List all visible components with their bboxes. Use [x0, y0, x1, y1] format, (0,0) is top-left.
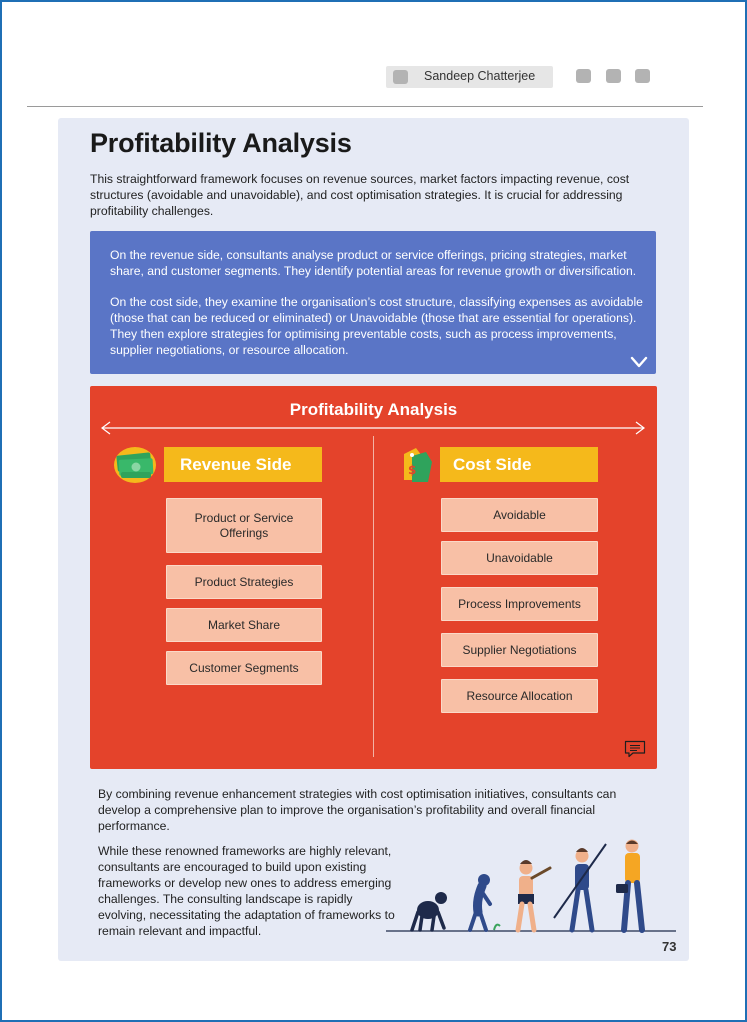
- diagram-title: Profitability Analysis: [289, 400, 458, 419]
- chevron-down-icon[interactable]: [630, 356, 648, 368]
- info-box: [90, 231, 656, 374]
- info-paragraph-2: On the cost side, they examine the organisation’s cost structure, classifying expenses as avoidable (those that can be reduced or eliminated) or Unavoidable (those that are essential for operations). They then explore strategies for optimising preventable costs, such as process improvements, supplier negotiations, or resource allocation.: [110, 295, 643, 357]
- evolution-figure-hunter: [554, 844, 606, 930]
- author-name: Sandeep Chatterjee: [424, 69, 536, 83]
- revenue-item: Product or Service Offerings: [166, 498, 322, 553]
- author-avatar-icon: [393, 70, 408, 84]
- revenue-side-heading: Revenue Side: [164, 447, 322, 482]
- page-number: 73: [662, 939, 677, 954]
- revenue-item: Product Strategies: [166, 565, 322, 599]
- svg-text:$: $: [408, 463, 417, 477]
- evolution-figure-hominid: [470, 874, 490, 930]
- cost-side-heading: Cost Side: [440, 447, 598, 482]
- cost-item: Resource Allocation: [441, 679, 598, 713]
- cost-item: Unavoidable: [441, 541, 598, 575]
- price-tag-icon: [398, 446, 434, 484]
- evolution-figure-caveman: [518, 860, 550, 930]
- author-badge[interactable]: [386, 66, 553, 88]
- header-divider: [27, 106, 703, 107]
- double-arrow-icon: [100, 420, 646, 436]
- money-icon: [113, 446, 157, 484]
- intro-paragraph: This straightforward framework focuses on revenue sources, market factors impacting revenue, cost structures (avoidable and unavoidable), and cost optimisation strategies. It is crucial for addressing profitability challenges.: [90, 172, 630, 218]
- cost-item: Process Improvements: [441, 587, 598, 621]
- evolution-illustration: [386, 838, 678, 938]
- cost-item: Avoidable: [441, 498, 598, 532]
- evolution-figure-ape: [412, 892, 447, 930]
- toolbar-button-2[interactable]: [606, 69, 621, 83]
- cost-item: Supplier Negotiations: [441, 633, 598, 667]
- outro-paragraph-1: By combining revenue enhancement strategies with cost optimisation initiatives, consultants can develop a comprehensive plan to improve the organisation’s profitability and overall financial performance.: [98, 787, 617, 833]
- page-title: Profitability Analysis: [90, 128, 352, 158]
- toolbar-button-1[interactable]: [576, 69, 591, 83]
- info-paragraph-1: On the revenue side, consultants analyse product or service offerings, pricing strategies, market share, and customer segments. They identify potential areas for revenue growth or diversification.: [110, 248, 637, 278]
- toolbar-button-3[interactable]: [635, 69, 650, 83]
- evolution-figure-modern-human: [616, 840, 642, 931]
- diagram-divider: [373, 436, 374, 757]
- revenue-item: Customer Segments: [166, 651, 322, 685]
- revenue-item: Market Share: [166, 608, 322, 642]
- outro-paragraph-2: While these renowned frameworks are highly relevant, consultants are encouraged to build upon existing frameworks or develop new ones to address emerging challenges. The consulting landscape is rapidly evolving, necessitating the adaptation of frameworks to remain relevant and impactful.: [98, 844, 395, 938]
- comment-icon[interactable]: [624, 740, 646, 758]
